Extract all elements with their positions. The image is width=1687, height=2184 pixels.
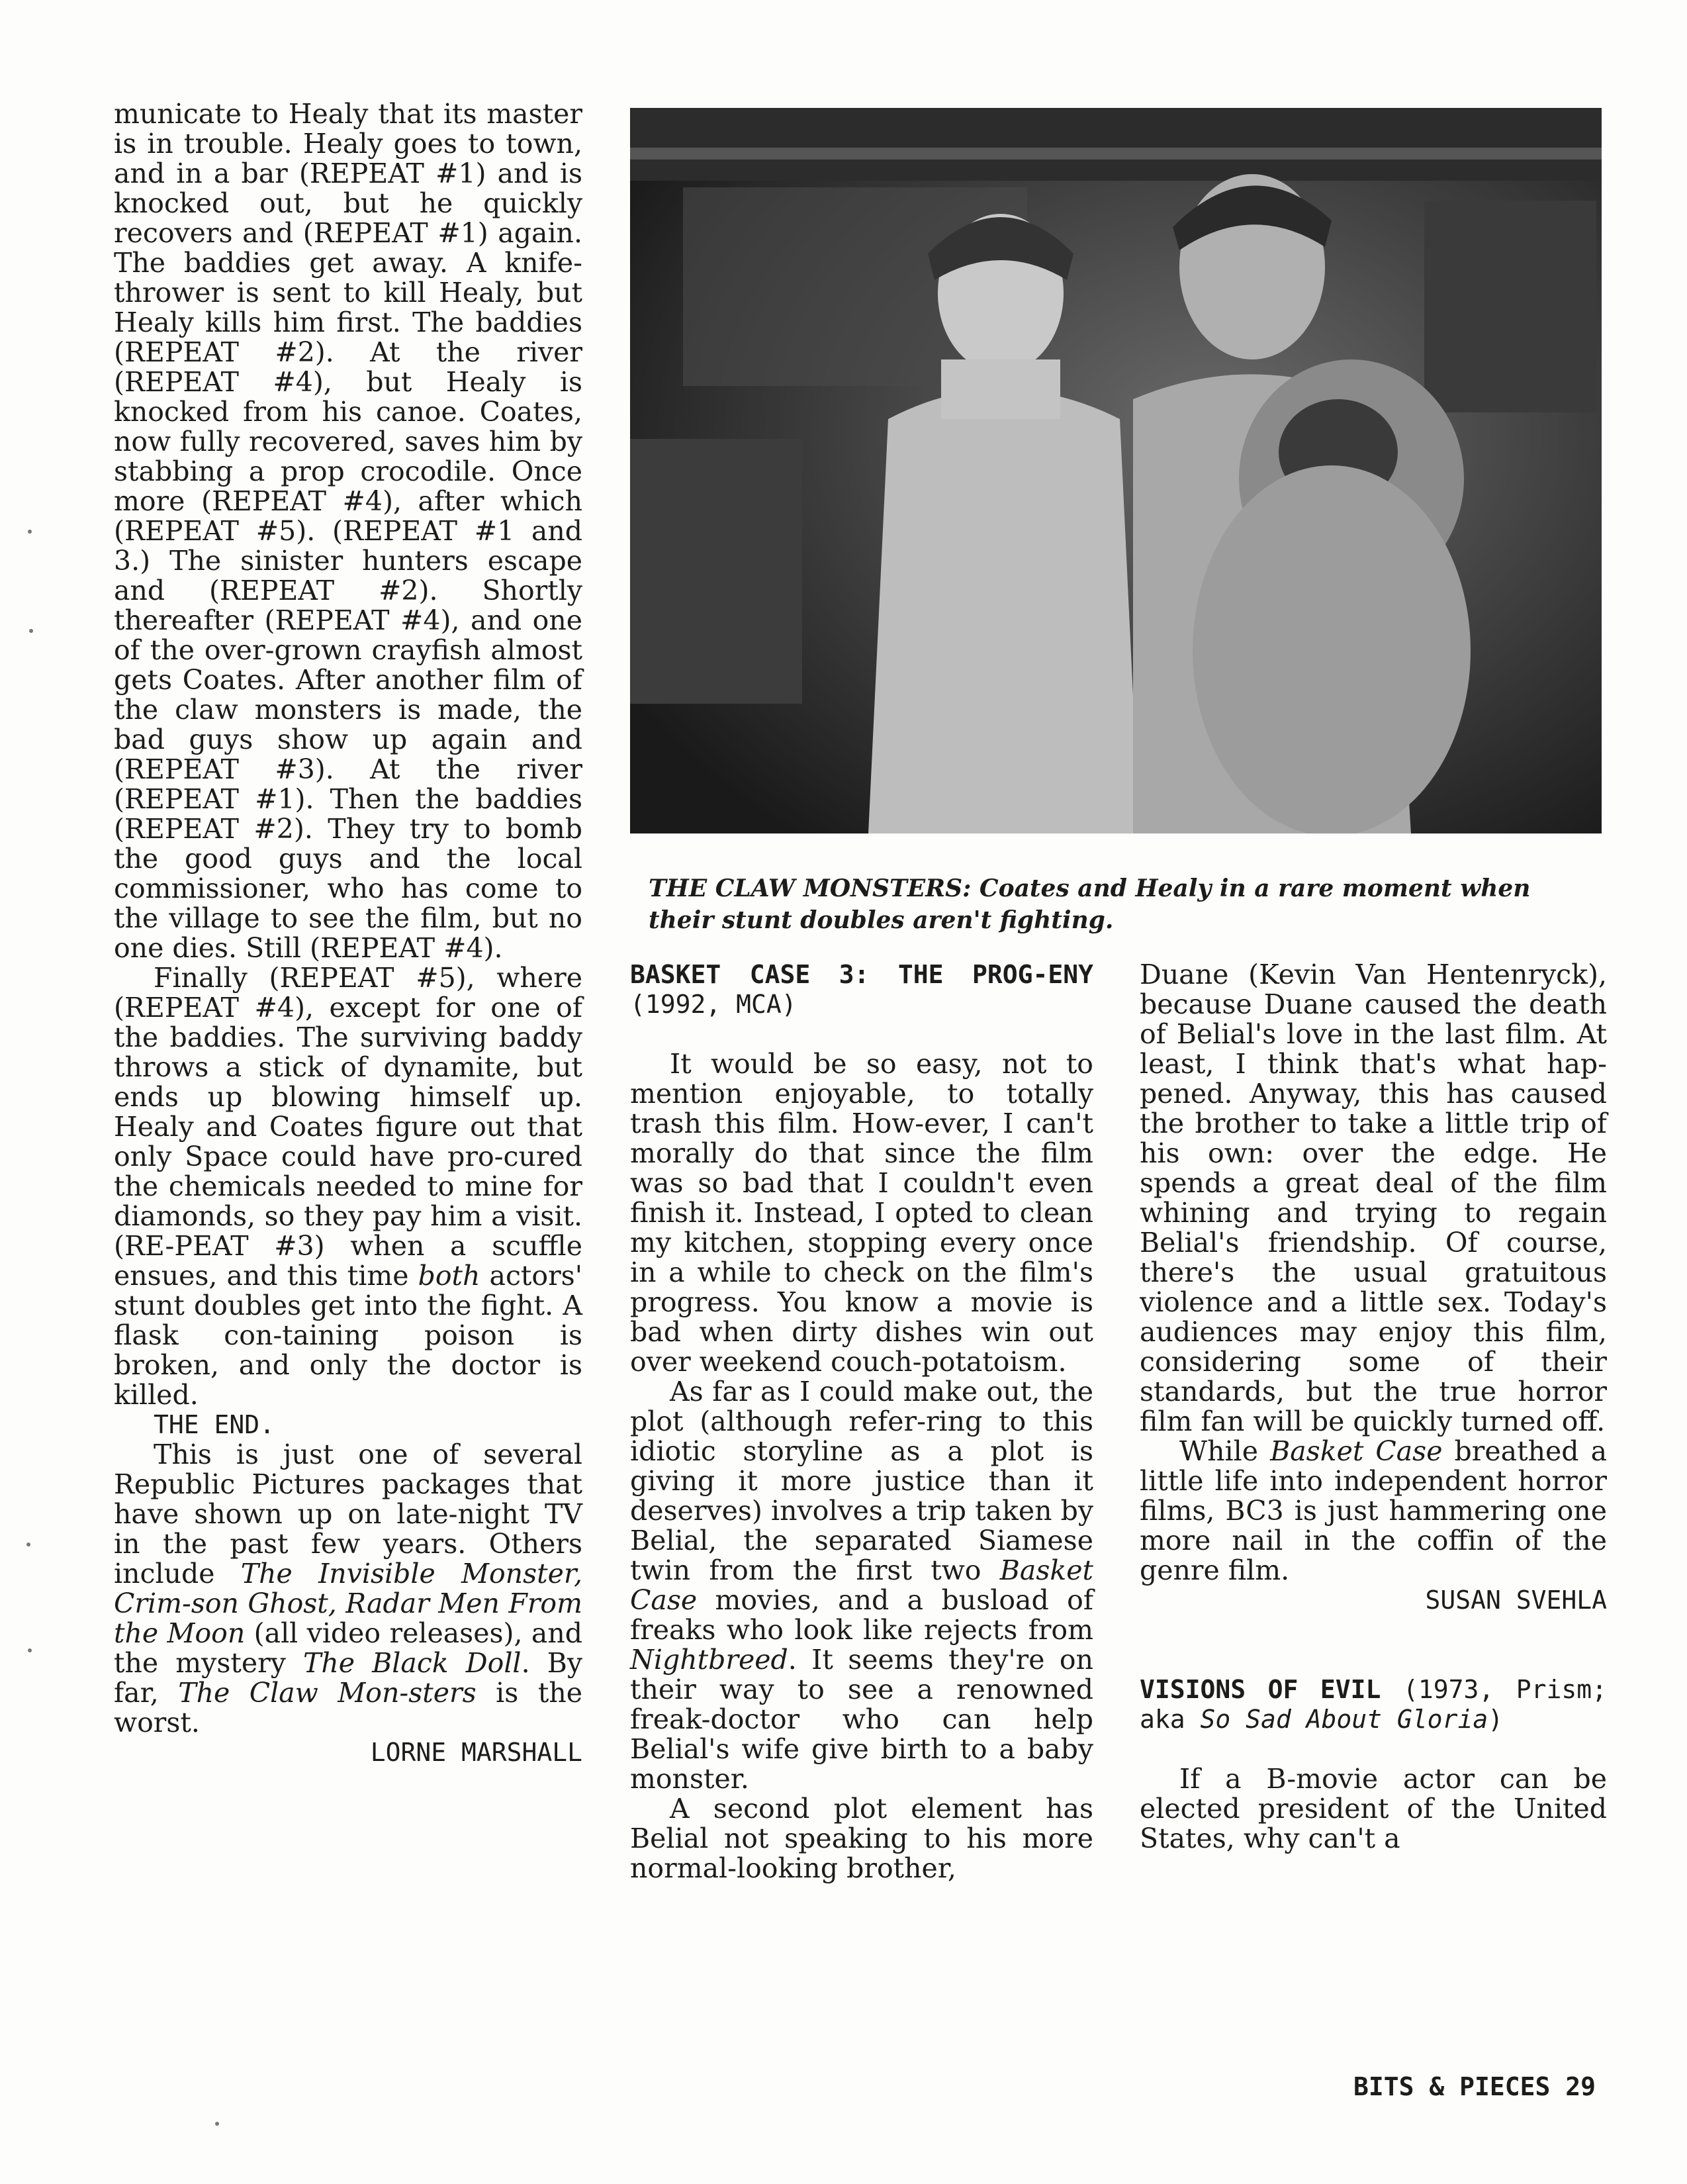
paragraph: It would be so easy, not to mention enjoyable, to totally trash this film. How-ever, I can't morally do that since the film was so bad that I couldn't even finish it. Instead, I opted to clean my kitchen, stopping every once in a while to check on the film's progress. You know a movie is bad when dirty dishes win out over weekend couch-potatoism. [630, 1048, 1093, 1378]
paragraph: Finally (REPEAT #5), where (REPEAT #4), except for one of the baddies. The surviving baddy throws a stick of dynamite, but ends up blowing himself up. Healy and Coates figure out that only Space could have pro-cured the chemicals needed to mine for diamonds, so they pay him a visit. (RE-PEAT #3) when a scuffle ensues, and this time both actors' stunt doubles get into the fight. A flask con-taining poison is broken, and only the doctor is killed. [114, 962, 582, 1411]
scan-speck [28, 1648, 32, 1652]
paragraph: This is just one of several Republic Pictures packages that have shown up on late-night TV in the past few years. Others include The Invisible Monster, Crim-son Ghost, Radar Men From the Moon (all video releases), and the mystery The Black Doll. By far, The Claw Mon-sters is the worst. [114, 1439, 583, 1738]
film-still-illustration [630, 108, 1602, 833]
review-heading: BASKET CASE 3: THE PROG-ENY (1992, MCA) [630, 960, 1093, 1019]
column-2 [630, 960, 1093, 1883]
paragraph: municate to Healy that its master is in trouble. Healy goes to town, and in a bar (REPEAT #1) and is knocked out, but he quickly recovers and (REPEAT #1) again. The baddies get away. A knife-thrower is sent to kill Healy, but Healy kills him first. The baddies (REPEAT #2). At the river (REPEAT #4), but Healy is knocked from his canoe. Coates, now fully recovered, saves him by stabbing a prop crocodile. Once more (REPEAT #4), after which (REPEAT #5). (REPEAT #1 and 3.) The sinister hunters escape and (REPEAT #2). Shortly thereafter (REPEAT #4), and one of the over-grown crayfish almost gets Coates. After another film of the claw monsters is made, the bad guys show up again and (REPEAT #3). At the river (REPEAT #1). Then the baddies (REPEAT #2). They try to bomb the good guys and the local commissioner, who has come to the village to see the film, but no one dies. Still (REPEAT #4). [114, 98, 582, 964]
paragraph: A second plot element has Belial not speaking to his more normal-looking brother, [630, 1793, 1093, 1884]
scan-speck [26, 1543, 30, 1546]
paragraph: If a B-movie actor can be elected president of the United States, why can't a [1140, 1763, 1607, 1854]
photo-caption: THE CLAW MONSTERS: Coates and Healy in a rare moment when their stunt doubles aren't fighting. [649, 875, 1531, 934]
author-signature: SUSAN SVEHLA [1425, 1586, 1607, 1615]
film-still-photo [630, 108, 1602, 833]
scan-speck [215, 2122, 219, 2126]
spacer [1140, 1734, 1607, 1764]
column-3 [1140, 960, 1607, 1854]
the-end-line: THE END. [154, 1410, 275, 1439]
column-1 [114, 99, 582, 1768]
paragraph: While Basket Case breathed a little life into independent horror films, BC3 is just hammering one more nail in the coffin of the genre film. [1140, 1435, 1608, 1586]
review-heading: VISIONS OF EVIL (1973, Prism; aka So Sad About Gloria) [1140, 1675, 1607, 1734]
spacer [630, 1020, 1093, 1049]
author-signature: LORNE MARSHALL [370, 1738, 582, 1767]
paragraph: As far as I could make out, the plot (although refer-ring to this idiotic storyline as a plot is giving it more justice than it deserves) involves a trip taken by Belial, the separated Siamese twin from the first two Basket Case movies, and a busload of freaks who look like rejects from Nightbreed. It seems they're on their way to see a renowned freak-doctor who can help Belial's wife give birth to a baby monster. [630, 1376, 1093, 1795]
scan-speck [29, 629, 33, 633]
paragraph: Duane (Kevin Van Hentenryck), because Duane caused the death of Belial's love in the last film. At least, I think that's what hap-pened. Anyway, this has caused the brother to take a little trip of his own: over the edge. He spends a great deal of the film whining and trying to regain Belial's friendship. Of course, there's the usual gratuitous violence and a little sex. Today's audiences may enjoy this film, considering some of their standards, but the true horror film fan will be quickly turned off. [1140, 959, 1607, 1437]
spacer [1140, 1615, 1607, 1675]
scan-speck [28, 530, 32, 534]
page-footer: BITS & PIECES 29 [1353, 2072, 1596, 2101]
